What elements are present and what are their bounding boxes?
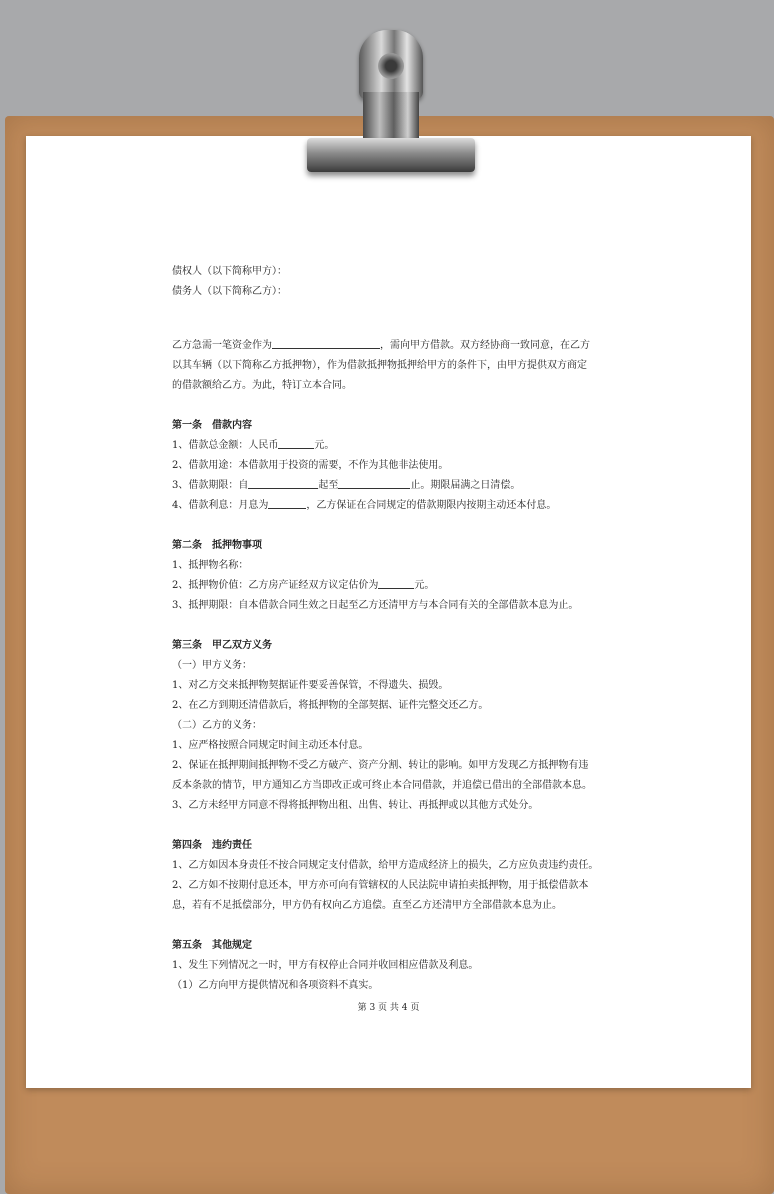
article-3-sub-2-item-2b: 反本条款的情节，甲方通知乙方当即改正或可终止本合同借款，并追偿已借出的全部借款本息。 (172, 780, 592, 791)
intro-text-b: ，需向甲方借款。双方经协商一致同意，在乙方 (380, 340, 590, 351)
binder-clip-body-icon (363, 92, 419, 142)
blank-amount (278, 436, 314, 449)
art1-item1-text-b: 元。 (314, 440, 335, 451)
article-3-sub-1-item-2: 2、在乙方到期还清借款后，将抵押物的全部契据、证件完整交还乙方。 (172, 700, 489, 711)
article-3-sub-1-item-1: 1、对乙方交来抵押物契据证件要妥善保管，不得遗失、损毁。 (172, 680, 449, 691)
article-3-title: 第三条 甲乙双方义务 (172, 640, 272, 651)
article-3-sub-1: （一）甲方义务： (172, 660, 252, 671)
article-1-title: 第一条 借款内容 (172, 420, 252, 431)
article-2-item-2 (172, 576, 612, 596)
binder-clip-plate-icon (307, 138, 475, 172)
article-2-item-1: 1、抵押物名称： (172, 560, 249, 571)
debtor-line: 债务人（以下简称乙方）： (172, 286, 287, 297)
art1-item4-text-a: 4、借款利息：月息为 (172, 500, 269, 511)
article-3-sub-2-item-3: 3、乙方未经甲方同意不得将抵押物出租、出售、转让、再抵押或以其他方式处分。 (172, 800, 539, 811)
article-4-title: 第四条 违约责任 (172, 840, 252, 851)
intro-line-1 (172, 336, 612, 356)
art1-item1-text-a: 1、借款总金额：人民币 (172, 440, 279, 451)
article-3-sub-2-item-1: 1、应严格按照合同规定时间主动还本付息。 (172, 740, 369, 751)
article-1-item-3 (172, 476, 612, 496)
article-5-item-1: 1、发生下列情况之一时，甲方有权停止合同并收回相应借款及利息。 (172, 960, 479, 971)
creditor-line: 债权人（以下简称甲方）： (172, 266, 287, 277)
blank-purpose (272, 336, 380, 349)
art1-item3-text-a: 3、借款期限：自 (172, 480, 249, 491)
art1-item4-text-b: ，乙方保证在合同规定的借款期限内按期主动还本付息。 (306, 500, 557, 511)
article-2-item-3: 3、抵押期限：自本借款合同生效之日起至乙方还清甲方与本合同有关的全部借款本息为止。 (172, 600, 579, 611)
article-3-sub-2: （二）乙方的义务： (172, 720, 262, 731)
article-5-item-1-sub-1: （1）乙方向甲方提供情况和各项资料不真实。 (172, 980, 379, 991)
intro-line-3: 的借款额给乙方。为此，特订立本合同。 (172, 380, 352, 391)
blank-end-date (338, 476, 410, 489)
article-4-item-2a: 2、乙方如不按期付息还本，甲方亦可向有管辖权的人民法院申请拍卖抵押物，用于抵偿借款本 (172, 880, 589, 891)
article-4-item-2b: 息，若有不足抵偿部分，甲方仍有权向乙方追偿。直至乙方还清甲方全部借款本息为止。 (172, 900, 562, 911)
article-1-item-2: 2、借款用途：本借款用于投资的需要，不作为其他非法使用。 (172, 460, 449, 471)
intro-line-2: 以其车辆（以下简称乙方抵押物），作为借款抵押物抵押给甲方的条件下，由甲方提供双方商定 (172, 360, 587, 371)
binder-clip-hole-icon (378, 53, 404, 79)
article-1-item-4 (172, 496, 612, 516)
article-2-title: 第二条 抵押物事项 (172, 540, 262, 551)
art2-item2-text-b: 元。 (414, 580, 435, 591)
art1-item3-text-b: 起至 (318, 480, 339, 491)
page-number: 第 3 页 共 4 页 (357, 1003, 420, 1013)
art2-item2-text-a: 2、抵押物价值：乙方房产证经双方议定估价为 (172, 580, 379, 591)
contract-text (172, 262, 612, 996)
article-3-sub-2-item-2a: 2、保证在抵押期间抵押物不受乙方破产、资产分割、转让的影响。如甲方发现乙方抵押物有违 (172, 760, 589, 771)
article-5-title: 第五条 其他规定 (172, 940, 252, 951)
blank-valuation (378, 576, 414, 589)
blank-start-date (248, 476, 318, 489)
article-1-item-1 (172, 436, 612, 456)
intro-text-a: 乙方急需一笔资金作为 (172, 340, 272, 351)
article-4-item-1: 1、乙方如因本身责任不按合同规定支付借款，给甲方造成经济上的损失，乙方应负责违约责任。 (172, 860, 599, 871)
blank-interest (268, 496, 306, 509)
art1-item3-text-c: 止。期限届满之日清偿。 (410, 480, 521, 491)
